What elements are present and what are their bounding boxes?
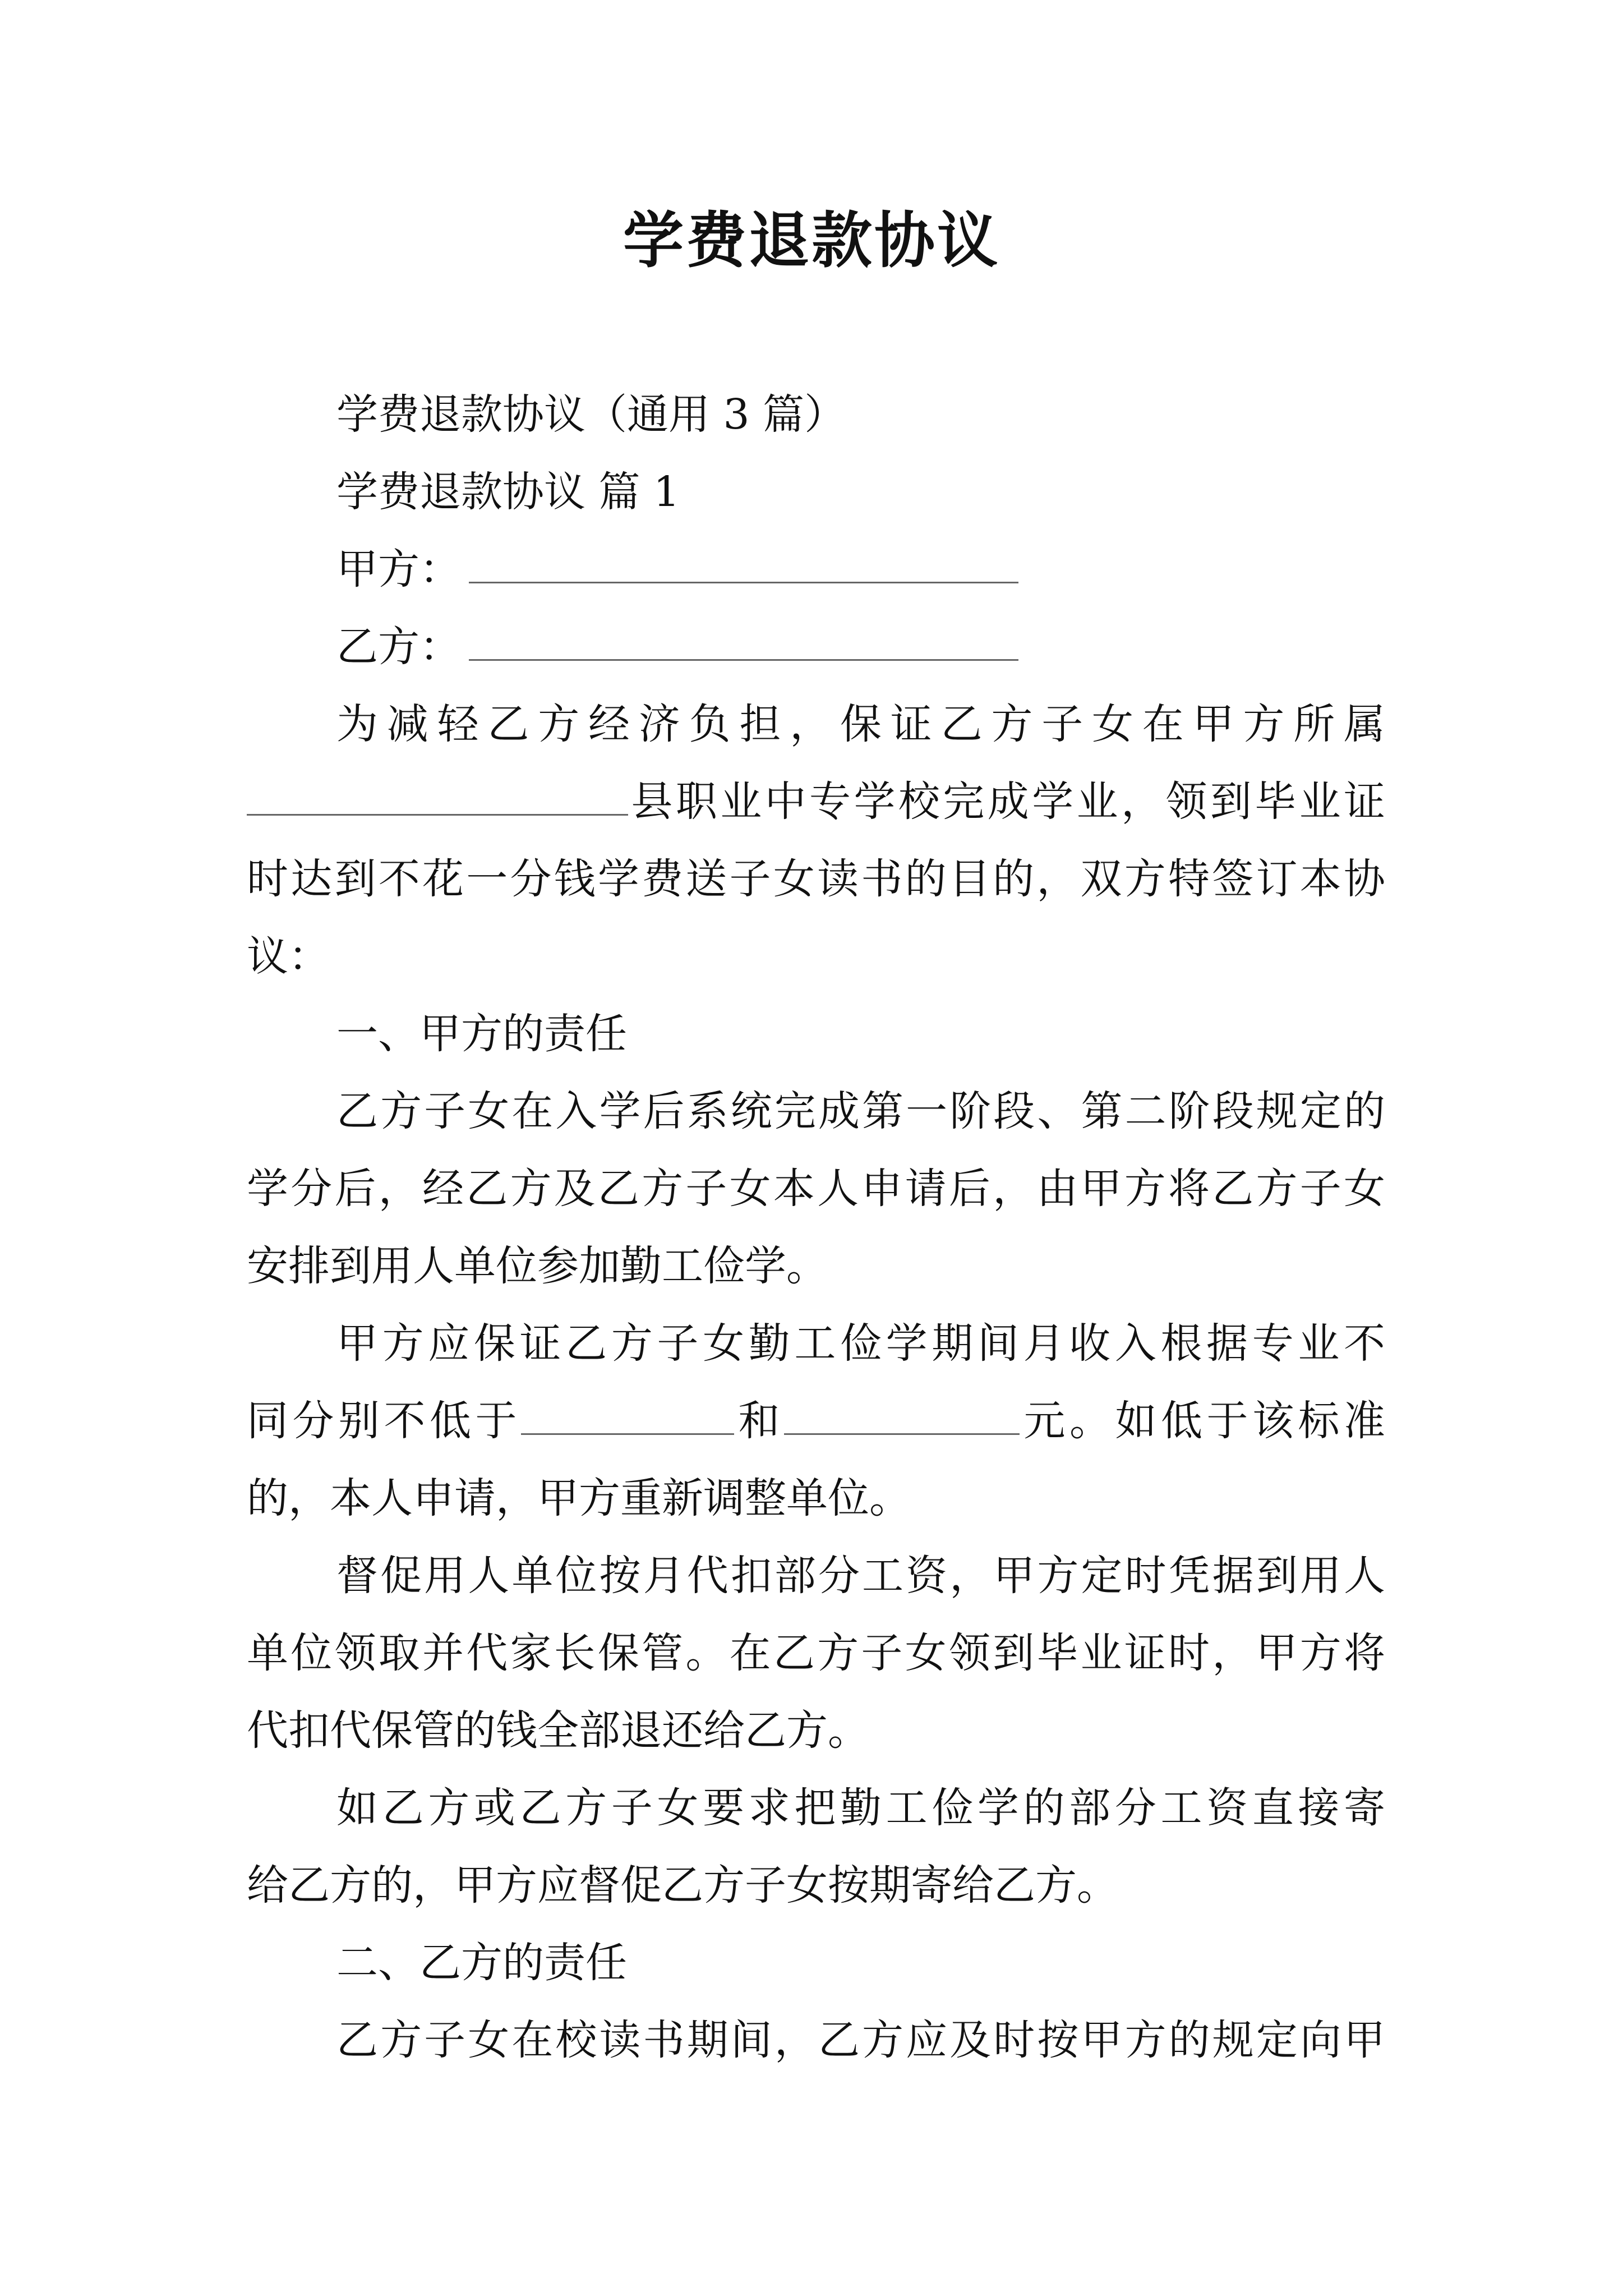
amount-1-blank [521,1396,734,1435]
p3-line-2: 单位领取并代家长保管。在乙方子女领到毕业证时，甲方将 [247,1629,1385,1677]
intro-line-2-text: 县职业中专学校完成学业，领到毕业证 [628,777,1385,826]
p1-line-3: 安排到用人单位参加勤工俭学。 [247,1242,828,1290]
intro-line-2 [247,763,1385,840]
document-body [247,376,1385,2079]
p3-line-3: 代扣代保管的钱全部退还给乙方。 [247,1706,869,1755]
part-heading: 学费退款协议 篇 1 [336,468,680,516]
party-b-label: 乙方： [336,623,461,671]
party-a-label: 甲方： [336,545,461,593]
p2-line-3: 的，本人申请，甲方重新调整单位。 [247,1474,911,1522]
p2-line-2-part-b: 和 [734,1397,784,1445]
intro-line-3: 时达到不花一分钱学费送子女读书的目的，双方特签订本协 [247,855,1385,903]
p2-line-1: 甲方应保证乙方子女勤工俭学期间月收入根据专业不 [336,1319,1385,1368]
party-a-line [247,531,1385,608]
p3-line-1: 督促用人单位按月代扣部分工资，甲方定时凭据到用人 [336,1552,1385,1600]
county-blank [247,777,628,816]
p5-line-1: 乙方子女在校读书期间，乙方应及时按甲方的规定向甲 [336,2016,1385,2064]
p2-line-2 [247,1382,1385,1460]
p2-line-2-part-a: 同分别不低于 [247,1397,521,1445]
p1-line-1: 乙方子女在入学后系统完成第一阶段、第二阶段规定的 [336,1087,1385,1135]
party-b-line [247,608,1385,685]
amount-2-blank [784,1396,1020,1435]
party-b-blank [469,622,1018,661]
p2-line-2-part-c: 元。如低于该标准 [1020,1397,1385,1445]
p1-line-2: 学分后，经乙方及乙方子女本人申请后，由甲方将乙方子女 [247,1165,1385,1213]
p4-line-1: 如乙方或乙方子女要求把勤工俭学的部分工资直接寄 [336,1784,1385,1832]
section-1-heading: 一、甲方的责任 [336,1010,627,1058]
intro-line-1: 为减轻乙方经济负担，保证乙方子女在甲方所属 [336,700,1385,748]
section-2-heading: 二、乙方的责任 [336,1939,627,1987]
document-title: 学费退款协议 [623,206,1000,276]
p4-line-2: 给乙方的，甲方应督促乙方子女按期寄给乙方。 [247,1861,1118,1910]
document-subtitle: 学费退款协议（通用 3 篇） [336,390,846,439]
intro-line-4: 议： [247,932,330,981]
party-a-blank [469,545,1018,583]
